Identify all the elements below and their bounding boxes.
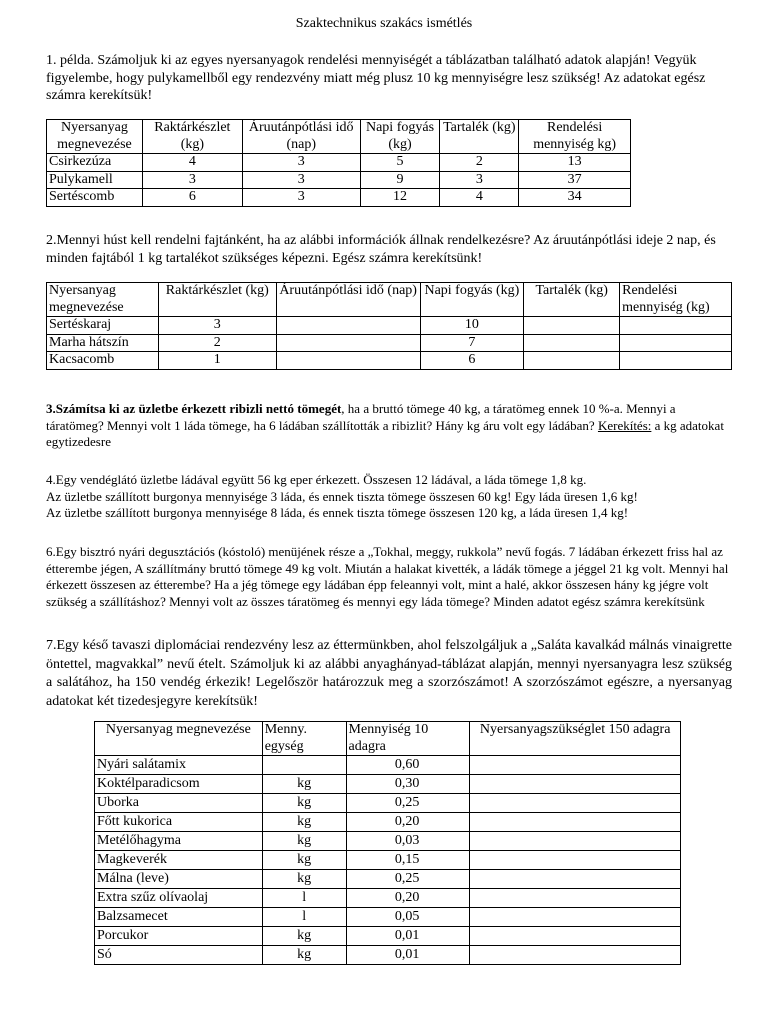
table-row (95, 832, 681, 851)
example-3-body: , ha a bruttó tömege 40 kg, a táratömeg ennek 10 %-a. Mennyi a táratömeg? Mennyi volt 1 láda tömege, ha 6 ládában szállították a ribizlit? Hány kg áru volt egy ládában? (46, 401, 676, 433)
table-cell: Metélőhagyma (95, 832, 263, 851)
table-cell: 34 (519, 189, 631, 207)
header-cell: Tartalék (kg) (440, 120, 519, 154)
example-7-text: 7.Egy késő tavaszi diplomáciai rendezvény lesz az éttermünkben, ahol felszolgáljuk a „Saláta kavalkád málnás vinaigrette öntettel, magvakkal” nevű ételt. Számoljuk ki az alábbi anyaghányad-táblázat alapján, mennyi nyersanyagra lesz szükség a salátához, ha 150 vendég érkezik! Legelőször határozzuk meg a szorzószámot! A szorzószámot egészre, a nyersanyag adatokat két tizedesjegyre kerekítsük! (46, 638, 732, 709)
table-cell: 13 (519, 154, 631, 172)
table-cell: Só (95, 946, 263, 965)
table-row (47, 317, 732, 335)
table-cell: 0,30 (346, 775, 470, 794)
table-cell (470, 794, 681, 813)
table-row (47, 171, 631, 189)
table-cell: Kacsacomb (47, 352, 159, 370)
table-cell: 3 (242, 189, 360, 207)
table-cell: 6 (142, 189, 242, 207)
table-header-row (47, 283, 732, 317)
header-cell: Napi fogyás (kg) (360, 120, 440, 154)
table-row (47, 189, 631, 207)
table-cell: 0,25 (346, 870, 470, 889)
table-cell: 0,20 (346, 889, 470, 908)
table-cell (262, 756, 346, 775)
table-row (47, 154, 631, 172)
table-row (95, 927, 681, 946)
table-cell: 3 (242, 171, 360, 189)
table-cell: 0,03 (346, 832, 470, 851)
header-cell: Mennyiség 10 adagra (346, 722, 470, 756)
table-cell: kg (262, 794, 346, 813)
table-cell: 5 (360, 154, 440, 172)
table-cell (470, 813, 681, 832)
table-cell (524, 352, 620, 370)
table-cell: Marha hátszín (47, 334, 159, 352)
table-cell: Sertéscomb (47, 189, 143, 207)
example-4-line: Az üzletbe szállított burgonya mennyisége 3 láda, és ennek tiszta tömege összesen 60 kg! Egy láda üresen 1,6 kg! (46, 488, 638, 504)
table-cell: 2 (158, 334, 276, 352)
header-cell: Tartalék (kg) (524, 283, 620, 317)
table-cell: 3 (158, 317, 276, 335)
table-cell (470, 756, 681, 775)
header-cell: Napi fogyás (kg) (420, 283, 524, 317)
header-cell: Áruutánpótlási idő (nap) (242, 120, 360, 154)
table-cell (470, 851, 681, 870)
table-row (95, 946, 681, 965)
table-cell (470, 946, 681, 965)
table-row (95, 908, 681, 927)
table-row (47, 352, 732, 370)
table-cell: Uborka (95, 794, 263, 813)
example-4-text (46, 472, 732, 522)
table-cell (470, 832, 681, 851)
table-cell: 0,60 (346, 756, 470, 775)
table-cell: kg (262, 870, 346, 889)
table-cell: 4 (142, 154, 242, 172)
table-cell: 3 (242, 154, 360, 172)
table-cell: Extra szűz olívaolaj (95, 889, 263, 908)
table-row (95, 756, 681, 775)
table-cell (524, 317, 620, 335)
example-3-round-text: a kg adatokat egytizedesre (46, 417, 724, 449)
example-1-table (46, 119, 631, 207)
header-cell: Nyersanyag megnevezése (47, 283, 159, 317)
example-3-text (46, 401, 732, 451)
example-3-bold: 3.Számítsa ki az üzletbe érkezett ribizli nettó tömegét (46, 401, 342, 416)
table-cell (620, 317, 732, 335)
table-cell: kg (262, 832, 346, 851)
table-cell: Csirkezúza (47, 154, 143, 172)
header-cell: Raktárkészlet (kg) (142, 120, 242, 154)
table-cell: Balzsamecet (95, 908, 263, 927)
table-cell (470, 775, 681, 794)
table-cell: Magkeverék (95, 851, 263, 870)
table-cell: 2 (440, 154, 519, 172)
table-row (95, 813, 681, 832)
table-cell: Főtt kukorica (95, 813, 263, 832)
table-cell: 0,01 (346, 946, 470, 965)
table-header-row (47, 120, 631, 154)
table-cell: kg (262, 927, 346, 946)
table-cell (276, 317, 420, 335)
table-cell: 0,20 (346, 813, 470, 832)
example-6-text: 6.Egy bisztró nyári degusztációs (kóstoló) menüjének része a „Tokhal, meggy, rukkola” nevű fogás. 7 ládában érkezett friss hal az étterembe jégen, A szállítmány bruttó tömege 49 kg volt. Miután a halakat kivették, a ládák tömege a jéggel 21 kg volt. Mennyi hal érkezett összesen az étterembe? Ha a jég tömege egy ládában épp feleannyi volt, mint a halé, akkor összesen hány kg jégre volt szükség a szállításhoz? Mennyi volt az összes táratömeg és mennyi egy láda tömege? Minden adatot egész számra kerekítsünk (46, 544, 729, 609)
table-cell: l (262, 908, 346, 927)
table-header-row (95, 722, 681, 756)
table-cell: 6 (420, 352, 524, 370)
header-cell: Menny. egység (262, 722, 346, 756)
table-cell: 3 (142, 171, 242, 189)
table-cell: l (262, 889, 346, 908)
document-title: Szaktechnikus szakács ismétlés (295, 16, 473, 31)
example-3-round-label: Kerekítés: (597, 417, 652, 433)
table-row (95, 851, 681, 870)
table-cell (620, 352, 732, 370)
header-cell: Nyersanyag megnevezése (47, 120, 143, 154)
table-cell: 37 (519, 171, 631, 189)
table-cell: Koktélparadicsom (95, 775, 263, 794)
header-cell: Rendelési mennyiség kg) (519, 120, 631, 154)
table-cell: 0,15 (346, 851, 470, 870)
table-cell: 12 (360, 189, 440, 207)
example-2-text: 2.Mennyi húst kell rendelni fajtánként, ha az alábbi információk állnak rendelkezésre? Az áruutánpótlási ideje 2 nap, és minden fajtából 1 kg tartalékot szükséges képezni. Egész számra kerekítsünk! (46, 233, 716, 266)
example-1-text: 1. példa. Számoljuk ki az egyes nyersanyagok rendelési mennyiségét a táblázatban található adatok alapján! Vegyük figyelembe, hogy pulykamellből egy rendezvény miatt még plusz 10 kg mennyiségre lesz szükség! Az adatokat egész számra kerekítsük! (46, 53, 706, 103)
table-cell: kg (262, 946, 346, 965)
table-cell: Porcukor (95, 927, 263, 946)
table-cell (276, 334, 420, 352)
table-cell: 10 (420, 317, 524, 335)
example-4-line: 4.Egy vendéglátó üzletbe ládával együtt 56 kg eper érkezett. Összesen 12 ládával, a láda tömege 1,8 kg. (46, 472, 587, 487)
table-cell (620, 334, 732, 352)
table-cell: 0,25 (346, 794, 470, 813)
table-cell: 3 (440, 171, 519, 189)
table-cell: 4 (440, 189, 519, 207)
table-cell (276, 352, 420, 370)
table-row (47, 334, 732, 352)
table-cell (524, 334, 620, 352)
table-cell (470, 889, 681, 908)
table-cell: Nyári salátamix (95, 756, 263, 775)
table-cell: kg (262, 813, 346, 832)
table-row (95, 889, 681, 908)
table-cell: Pulykamell (47, 171, 143, 189)
header-cell: Rendelési mennyiség (kg) (620, 283, 732, 317)
table-row (95, 794, 681, 813)
table-cell: 0,05 (346, 908, 470, 927)
table-cell (470, 870, 681, 889)
header-cell: Áruutánpótlási idő (nap) (276, 283, 420, 317)
table-cell: 9 (360, 171, 440, 189)
header-cell: Nyersanyag megnevezése (95, 722, 263, 756)
example-2-table (46, 282, 732, 370)
table-cell: Málna (leve) (95, 870, 263, 889)
header-cell: Nyersanyagszükséglet 150 adagra (470, 722, 681, 756)
table-row (95, 775, 681, 794)
table-cell: kg (262, 851, 346, 870)
table-cell (470, 908, 681, 927)
table-cell: 7 (420, 334, 524, 352)
example-4-line: Az üzletbe szállított burgonya mennyisége 8 láda, és ennek tiszta tömege összesen 120 kg, a láda üresen 1,4 kg! (46, 505, 629, 520)
table-cell: 0,01 (346, 927, 470, 946)
example-7-table (94, 721, 681, 965)
header-cell: Raktárkészlet (kg) (158, 283, 276, 317)
table-cell: Sertéskaraj (47, 317, 159, 335)
table-cell: kg (262, 775, 346, 794)
table-row (95, 870, 681, 889)
table-cell (470, 927, 681, 946)
table-cell: 1 (158, 352, 276, 370)
